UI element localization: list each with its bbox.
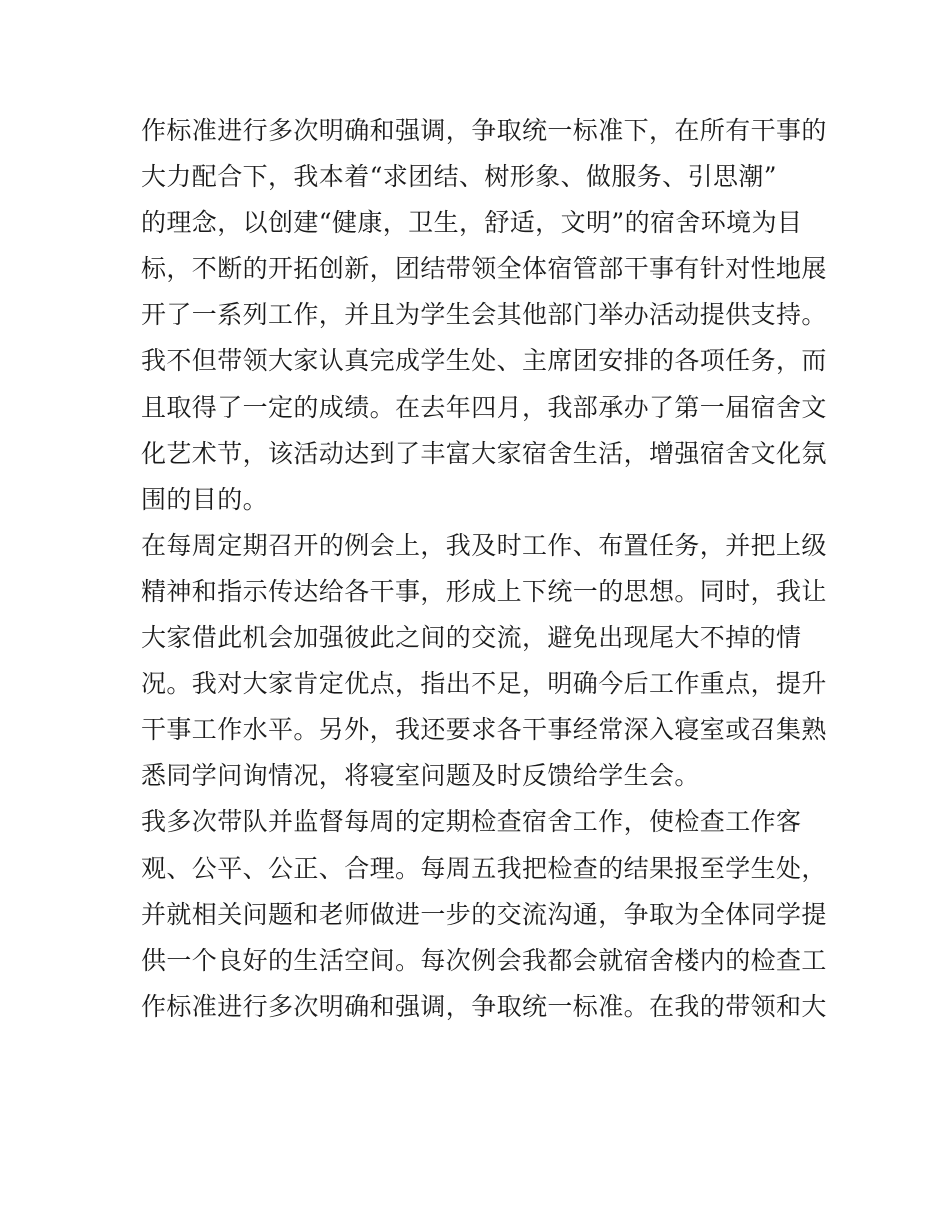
text-line: 精神和指示传达给各干事，形成上下统一的思想。同时，我让 <box>141 576 827 606</box>
text-line: 的理念，以创建“健康，卫生，舒适，文明”的宿舍环境为目 <box>141 208 803 238</box>
text-line: 并就相关问题和老师做进一步的交流沟通，争取为全体同学提 <box>141 899 827 929</box>
text-line: 作标准进行多次明确和强调，争取统一标准下，在所有干事的 <box>141 116 827 145</box>
text-line: 大家借此机会加强彼此之间的交流，避免出现尾大不掉的情 <box>141 623 802 653</box>
text-line: 作标准进行多次明确和强调，争取统一标准。在我的带领和大 <box>141 991 827 1021</box>
text-line: 标，不断的开拓创新，团结带领全体宿管部干事有针对性地展 <box>141 254 827 284</box>
text-line: 我不但带领大家认真完成学生处、主席团安排的各项任务，而 <box>141 346 827 376</box>
text-line: 且取得了一定的成绩。在去年四月，我部承办了第一届宿舍文 <box>141 392 827 422</box>
text-line: 化艺术节，该活动达到了丰富大家宿舍生活，增强宿舍文化氛 <box>141 438 827 468</box>
text-line: 我多次带队并监督每周的定期检查宿舍工作，使检查工作客 <box>141 807 802 837</box>
text-line: 围的目的。 <box>141 484 269 514</box>
text-line: 悉同学问询情况，将寝室问题及时反馈给学生会。 <box>141 761 700 791</box>
text-line: 况。我对大家肯定优点，指出不足，明确今后工作重点，提升 <box>141 669 827 699</box>
text-line: 干事工作水平。另外，我还要求各干事经常深入寝室或召集熟 <box>141 715 827 745</box>
text-line: 供一个良好的生活空间。每次例会我都会就宿舍楼内的检查工 <box>141 945 827 975</box>
text-line: 大力配合下，我本着“求团结、树形象、做服务、引思潮” <box>141 162 777 192</box>
text-line: 在每周定期召开的例会上，我及时工作、布置任务，并把上级 <box>141 530 827 560</box>
text-line: 观、公平、公正、合理。每周五我把检查的结果报至学生处， <box>141 853 827 883</box>
body-text <box>141 108 827 1030</box>
text-line: 开了一系列工作，并且为学生会其他部门举办活动提供支持。 <box>141 300 827 330</box>
